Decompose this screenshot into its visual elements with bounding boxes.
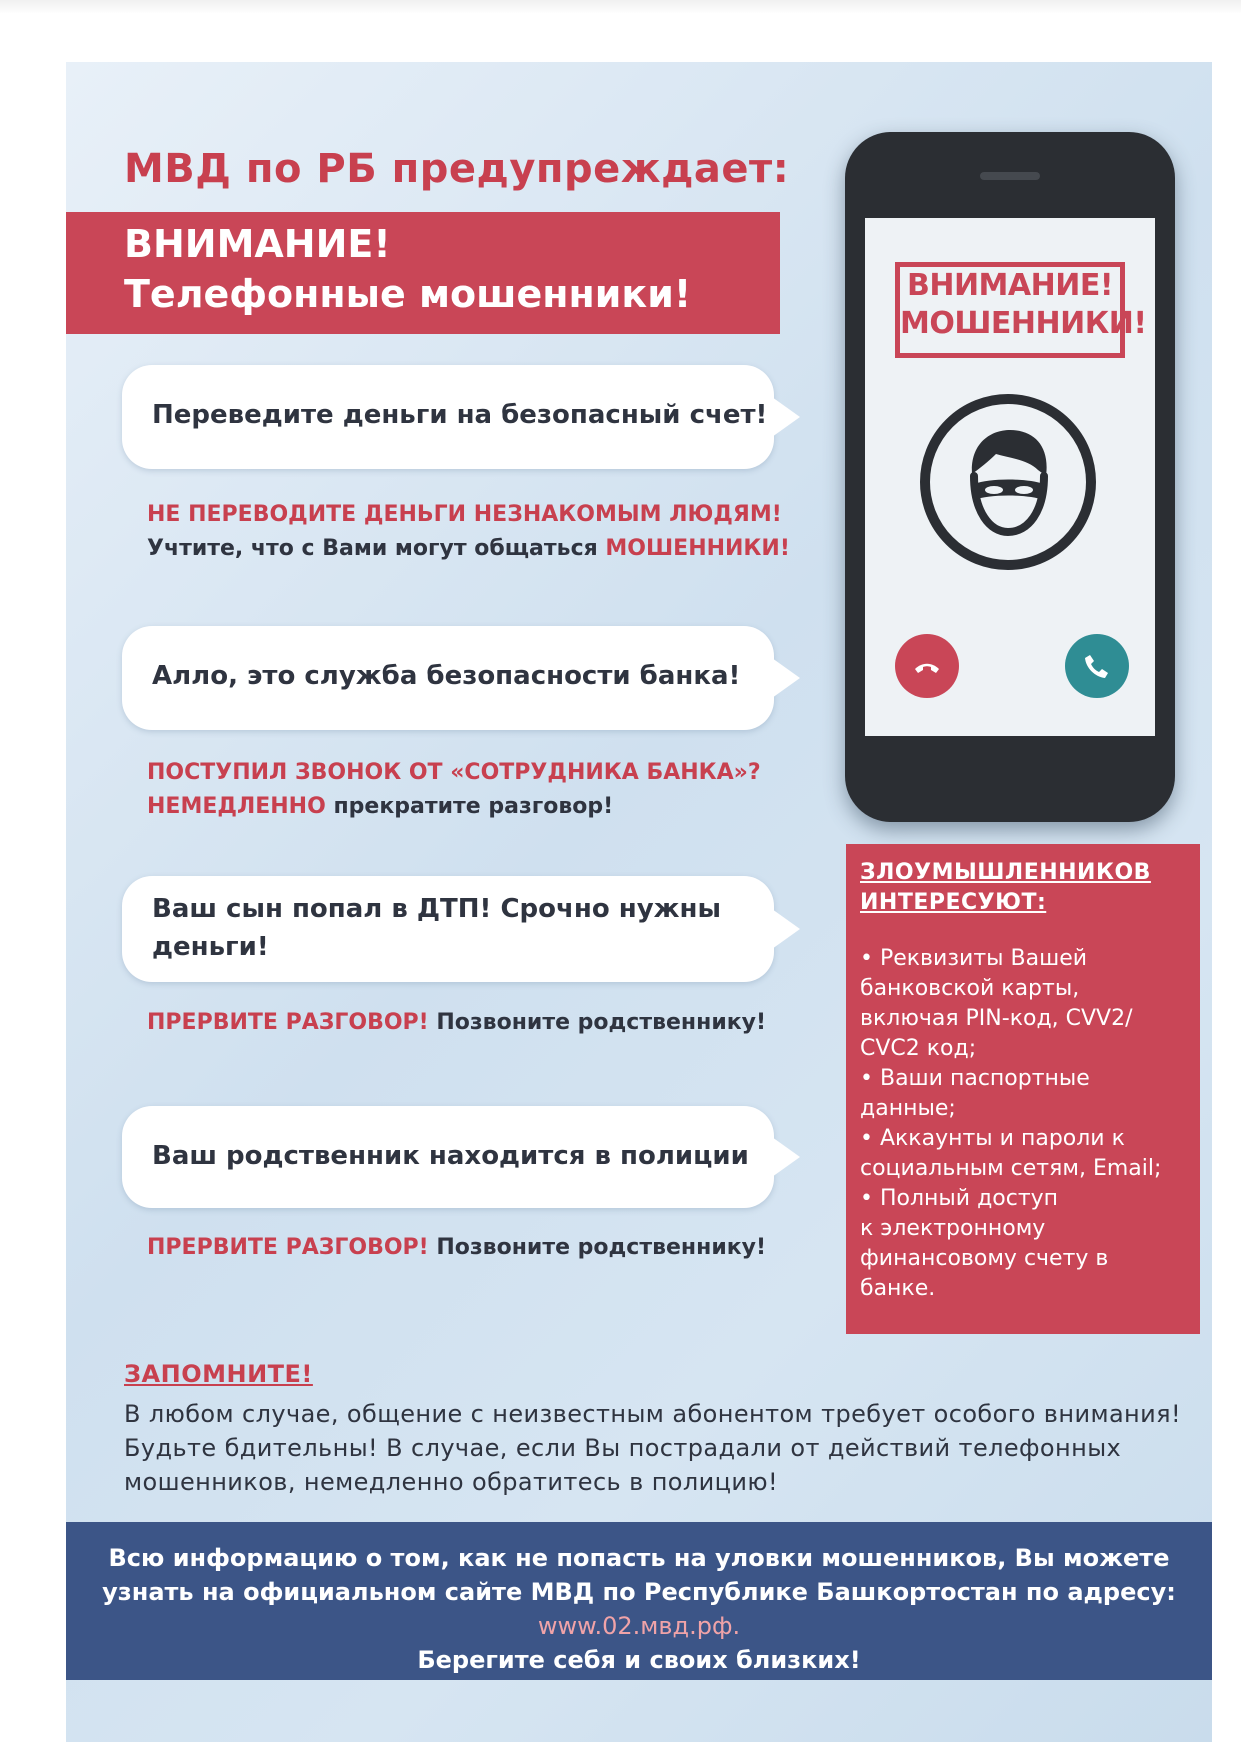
warning-text: Позвоните родственнику!: [428, 1010, 767, 1035]
bubble-text: Алло, это служба безопасности банка!: [152, 661, 741, 691]
bubble-text: Переведите деньги на безопасный счет!: [152, 400, 768, 430]
side-line: социальным сетям, Email;: [860, 1156, 1162, 1181]
warning-2-line-2: [147, 794, 613, 819]
bubble-text: Ваш родственник находится в полиции: [152, 1141, 749, 1171]
alert-line-1: ВНИМАНИЕ!: [124, 222, 391, 266]
decline-call-icon: [895, 634, 959, 698]
side-line: к электронному: [860, 1216, 1046, 1241]
speech-bubble-4: [122, 1106, 774, 1208]
side-heading-line-1: ЗЛОУМЫШЛЕННИКОВ: [860, 860, 1151, 885]
footer-line-4: Берегите себя и своих близких!: [417, 1646, 861, 1674]
stamp-line-1: ВНИМАНИЕ!: [906, 268, 1114, 303]
handset-up-glyph: [1080, 649, 1114, 683]
masked-face-glyph: [930, 404, 1086, 560]
accept-call-icon: [1065, 634, 1129, 698]
side-line: данные;: [860, 1096, 956, 1121]
remember-line-1: В любом случае, общение с неизвестным абонентом требует особого внимания!: [124, 1400, 1182, 1428]
side-line: финансовому счету в: [860, 1246, 1109, 1271]
side-heading-line-2: ИНТЕРЕСУЮТ:: [860, 890, 1047, 915]
alert-line-2: Телефонные мошенники!: [124, 272, 692, 316]
phone-screen: [865, 218, 1155, 736]
bubble-text-line-1: Ваш сын попал в ДТП! Срочно нужны: [152, 894, 722, 924]
footer-line-1: Всю информацию о том, как не попасть на уловки мошенников, Вы можете: [108, 1544, 1170, 1572]
warning-text: Учтите, что с Вами могут общаться: [147, 536, 606, 561]
remember-title: ЗАПОМНИТЕ!: [124, 1360, 313, 1388]
footer-banner: [66, 1522, 1212, 1680]
side-line: банке.: [860, 1276, 936, 1301]
stamp-line-2: МОШЕННИКИ!: [900, 306, 1147, 341]
warning-2-line-1: ПОСТУПИЛ ЗВОНОК ОТ «СОТРУДНИКА БАНКА»?: [147, 760, 761, 785]
phone-illustration: [845, 132, 1175, 822]
warning-3: [147, 1010, 766, 1035]
speech-bubble-2: [122, 626, 774, 730]
warning-highlight: МОШЕННИКИ!: [605, 536, 790, 561]
speech-bubble-1: [122, 365, 774, 469]
side-line: банковской карты,: [860, 976, 1080, 1001]
scan-edge: [0, 0, 1241, 14]
side-line: • Ваши паспортные: [860, 1066, 1090, 1091]
website-link[interactable]: www.02.мвд.рф.: [537, 1612, 741, 1640]
remember-line-3: мошенников, немедленно обратитесь в полицию!: [124, 1468, 778, 1496]
criminals-interests-box: [846, 844, 1200, 1334]
footer-line-2: узнать на официальном сайте МВД по Республике Башкортостан по адресу:: [102, 1578, 1176, 1606]
warning-highlight: НЕМЕДЛЕННО: [147, 794, 326, 819]
warning-1-line-2: [147, 536, 790, 561]
remember-line-2: Будьте бдительны! В случае, если Вы пострадали от действий телефонных: [124, 1434, 1122, 1462]
warning-highlight: ПРЕРВИТЕ РАЗГОВОР!: [147, 1235, 429, 1260]
warning-1-line-1: НЕ ПЕРЕВОДИТЕ ДЕНЬГИ НЕЗНАКОМЫМ ЛЮДЯМ!: [147, 502, 782, 527]
masked-face-icon: [920, 394, 1096, 570]
phone-speaker: [980, 172, 1040, 180]
warning-stamp: [895, 262, 1147, 358]
warning-text: прекратите разговор!: [325, 794, 614, 819]
side-line: • Реквизиты Вашей: [860, 946, 1088, 971]
handset-down-glyph: [910, 649, 944, 683]
warning-4: [147, 1235, 766, 1260]
side-line: включая PIN-код, CVV2/: [860, 1006, 1133, 1031]
speech-bubble-3: [122, 876, 774, 982]
side-line: CVC2 код;: [860, 1036, 977, 1061]
bubble-text-line-2: деньги!: [152, 932, 269, 962]
side-line: • Полный доступ: [860, 1186, 1059, 1211]
side-line: • Аккаунты и пароли к: [860, 1126, 1125, 1151]
flyer-title: МВД по РБ предупреждает:: [124, 146, 790, 192]
warning-text: Позвоните родственнику!: [428, 1235, 767, 1260]
warning-highlight: ПРЕРВИТЕ РАЗГОВОР!: [147, 1010, 429, 1035]
